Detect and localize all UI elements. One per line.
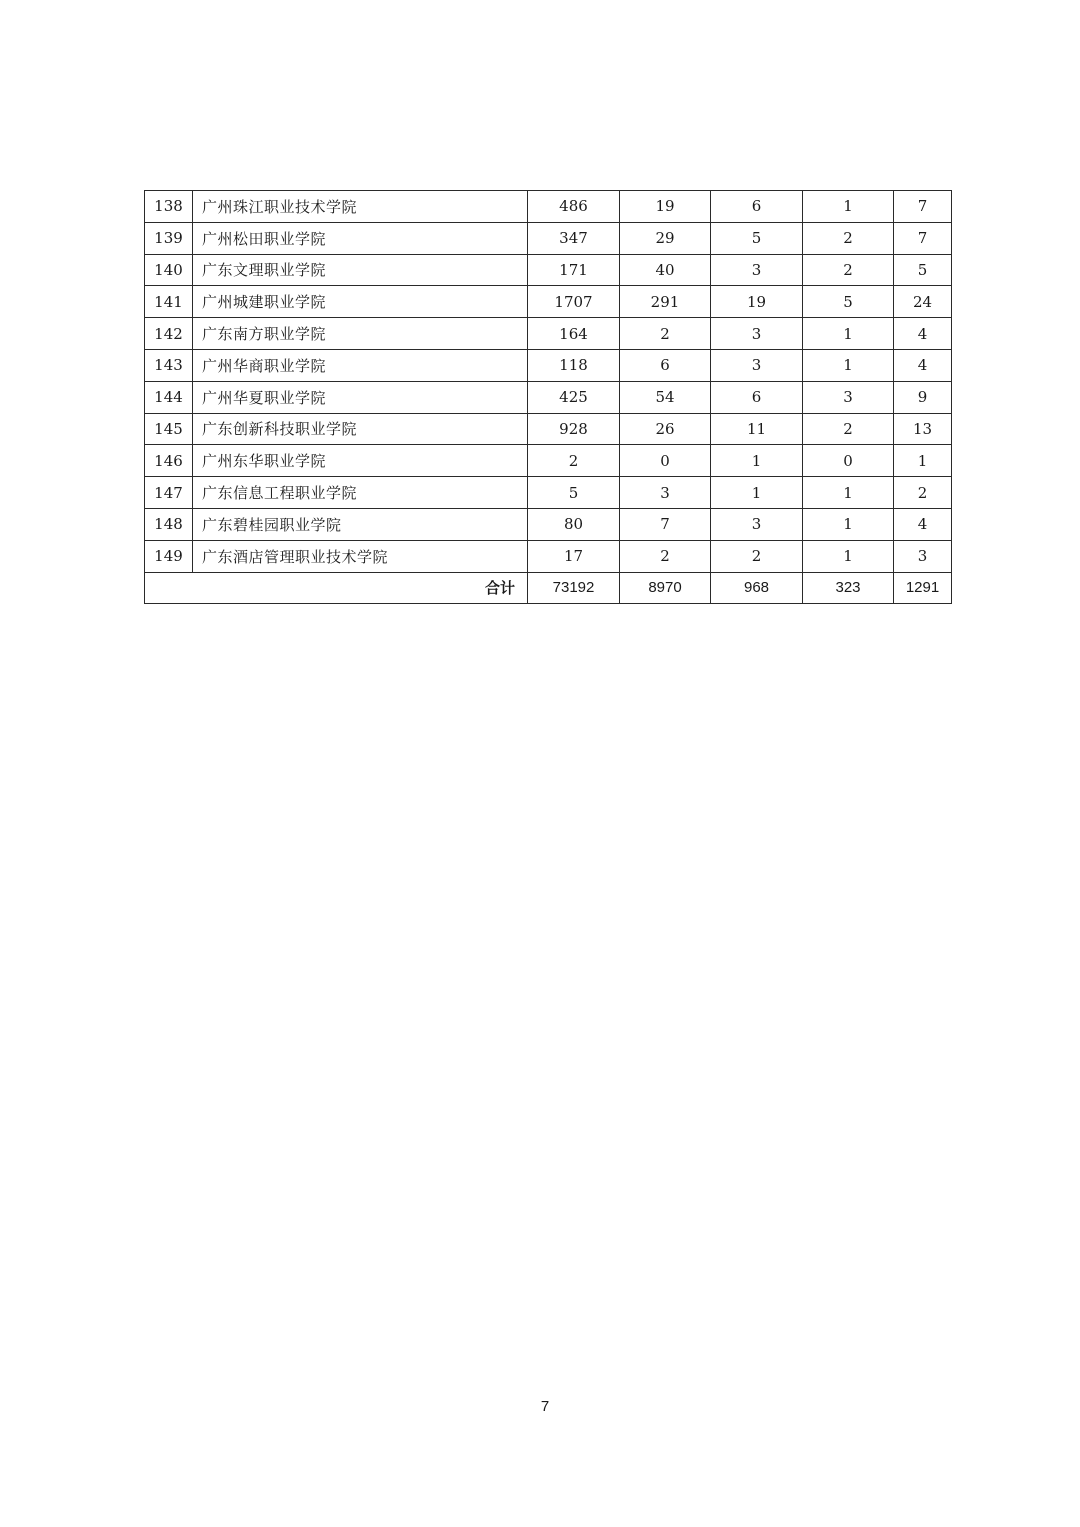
row-number-cell: 143 bbox=[145, 349, 193, 381]
value-cell-1: 928 bbox=[528, 413, 620, 445]
value-cell-4: 2 bbox=[803, 254, 894, 286]
row-number-cell: 142 bbox=[145, 318, 193, 350]
school-name-cell: 广州华夏职业学院 bbox=[193, 381, 528, 413]
value-cell-4: 5 bbox=[803, 286, 894, 318]
value-cell-1: 347 bbox=[528, 222, 620, 254]
value-cell-1: 80 bbox=[528, 508, 620, 540]
value-cell-2: 3 bbox=[620, 477, 711, 509]
table-row bbox=[145, 477, 952, 509]
total-value-5: 1291 bbox=[894, 572, 952, 604]
total-label: 合计 bbox=[145, 572, 528, 604]
table-row bbox=[145, 381, 952, 413]
total-value-3: 968 bbox=[711, 572, 803, 604]
value-cell-2: 19 bbox=[620, 191, 711, 223]
value-cell-5: 4 bbox=[894, 508, 952, 540]
value-cell-5: 5 bbox=[894, 254, 952, 286]
value-cell-5: 4 bbox=[894, 349, 952, 381]
row-number-cell: 140 bbox=[145, 254, 193, 286]
value-cell-5: 1 bbox=[894, 445, 952, 477]
value-cell-5: 24 bbox=[894, 286, 952, 318]
value-cell-3: 6 bbox=[711, 191, 803, 223]
table-row bbox=[145, 286, 952, 318]
value-cell-1: 17 bbox=[528, 540, 620, 572]
row-number-cell: 146 bbox=[145, 445, 193, 477]
row-number-cell: 141 bbox=[145, 286, 193, 318]
value-cell-1: 2 bbox=[528, 445, 620, 477]
row-number-cell: 138 bbox=[145, 191, 193, 223]
row-number-cell: 148 bbox=[145, 508, 193, 540]
table-row bbox=[145, 540, 952, 572]
value-cell-2: 26 bbox=[620, 413, 711, 445]
value-cell-5: 13 bbox=[894, 413, 952, 445]
value-cell-4: 1 bbox=[803, 318, 894, 350]
value-cell-3: 6 bbox=[711, 381, 803, 413]
value-cell-4: 1 bbox=[803, 191, 894, 223]
row-number-cell: 139 bbox=[145, 222, 193, 254]
value-cell-4: 2 bbox=[803, 413, 894, 445]
school-name-cell: 广东南方职业学院 bbox=[193, 318, 528, 350]
value-cell-2: 29 bbox=[620, 222, 711, 254]
value-cell-4: 1 bbox=[803, 349, 894, 381]
table-body bbox=[145, 191, 952, 604]
row-number-cell: 144 bbox=[145, 381, 193, 413]
value-cell-1: 425 bbox=[528, 381, 620, 413]
value-cell-4: 3 bbox=[803, 381, 894, 413]
value-cell-4: 2 bbox=[803, 222, 894, 254]
value-cell-3: 3 bbox=[711, 508, 803, 540]
total-value-2: 8970 bbox=[620, 572, 711, 604]
row-number-cell: 147 bbox=[145, 477, 193, 509]
table-row bbox=[145, 413, 952, 445]
value-cell-2: 291 bbox=[620, 286, 711, 318]
value-cell-2: 6 bbox=[620, 349, 711, 381]
school-name-cell: 广东酒店管理职业技术学院 bbox=[193, 540, 528, 572]
value-cell-1: 5 bbox=[528, 477, 620, 509]
table-row bbox=[145, 349, 952, 381]
value-cell-3: 1 bbox=[711, 477, 803, 509]
table-row bbox=[145, 254, 952, 286]
page-number: 7 bbox=[540, 1398, 550, 1415]
value-cell-3: 5 bbox=[711, 222, 803, 254]
table-row bbox=[145, 318, 952, 350]
value-cell-5: 4 bbox=[894, 318, 952, 350]
value-cell-3: 3 bbox=[711, 318, 803, 350]
value-cell-1: 171 bbox=[528, 254, 620, 286]
value-cell-3: 11 bbox=[711, 413, 803, 445]
value-cell-2: 40 bbox=[620, 254, 711, 286]
total-value-4: 323 bbox=[803, 572, 894, 604]
value-cell-5: 9 bbox=[894, 381, 952, 413]
value-cell-1: 164 bbox=[528, 318, 620, 350]
value-cell-3: 3 bbox=[711, 349, 803, 381]
total-row bbox=[145, 572, 952, 604]
school-name-cell: 广东文理职业学院 bbox=[193, 254, 528, 286]
table-row bbox=[145, 191, 952, 223]
value-cell-4: 1 bbox=[803, 540, 894, 572]
value-cell-2: 2 bbox=[620, 318, 711, 350]
school-name-cell: 广东创新科技职业学院 bbox=[193, 413, 528, 445]
value-cell-2: 7 bbox=[620, 508, 711, 540]
school-name-cell: 广州珠江职业技术学院 bbox=[193, 191, 528, 223]
value-cell-4: 0 bbox=[803, 445, 894, 477]
value-cell-1: 1707 bbox=[528, 286, 620, 318]
row-number-cell: 145 bbox=[145, 413, 193, 445]
value-cell-5: 2 bbox=[894, 477, 952, 509]
value-cell-3: 2 bbox=[711, 540, 803, 572]
table-row bbox=[145, 445, 952, 477]
value-cell-2: 2 bbox=[620, 540, 711, 572]
value-cell-1: 118 bbox=[528, 349, 620, 381]
school-name-cell: 广东信息工程职业学院 bbox=[193, 477, 528, 509]
value-cell-5: 7 bbox=[894, 191, 952, 223]
value-cell-3: 1 bbox=[711, 445, 803, 477]
data-table bbox=[144, 190, 952, 604]
value-cell-3: 3 bbox=[711, 254, 803, 286]
value-cell-2: 54 bbox=[620, 381, 711, 413]
school-name-cell: 广州松田职业学院 bbox=[193, 222, 528, 254]
total-value-1: 73192 bbox=[528, 572, 620, 604]
value-cell-3: 19 bbox=[711, 286, 803, 318]
value-cell-4: 1 bbox=[803, 477, 894, 509]
school-name-cell: 广州华商职业学院 bbox=[193, 349, 528, 381]
value-cell-4: 1 bbox=[803, 508, 894, 540]
value-cell-5: 7 bbox=[894, 222, 952, 254]
row-number-cell: 149 bbox=[145, 540, 193, 572]
value-cell-2: 0 bbox=[620, 445, 711, 477]
value-cell-5: 3 bbox=[894, 540, 952, 572]
table-row bbox=[145, 508, 952, 540]
school-name-cell: 广州城建职业学院 bbox=[193, 286, 528, 318]
school-name-cell: 广东碧桂园职业学院 bbox=[193, 508, 528, 540]
school-name-cell: 广州东华职业学院 bbox=[193, 445, 528, 477]
table-row bbox=[145, 222, 952, 254]
value-cell-1: 486 bbox=[528, 191, 620, 223]
